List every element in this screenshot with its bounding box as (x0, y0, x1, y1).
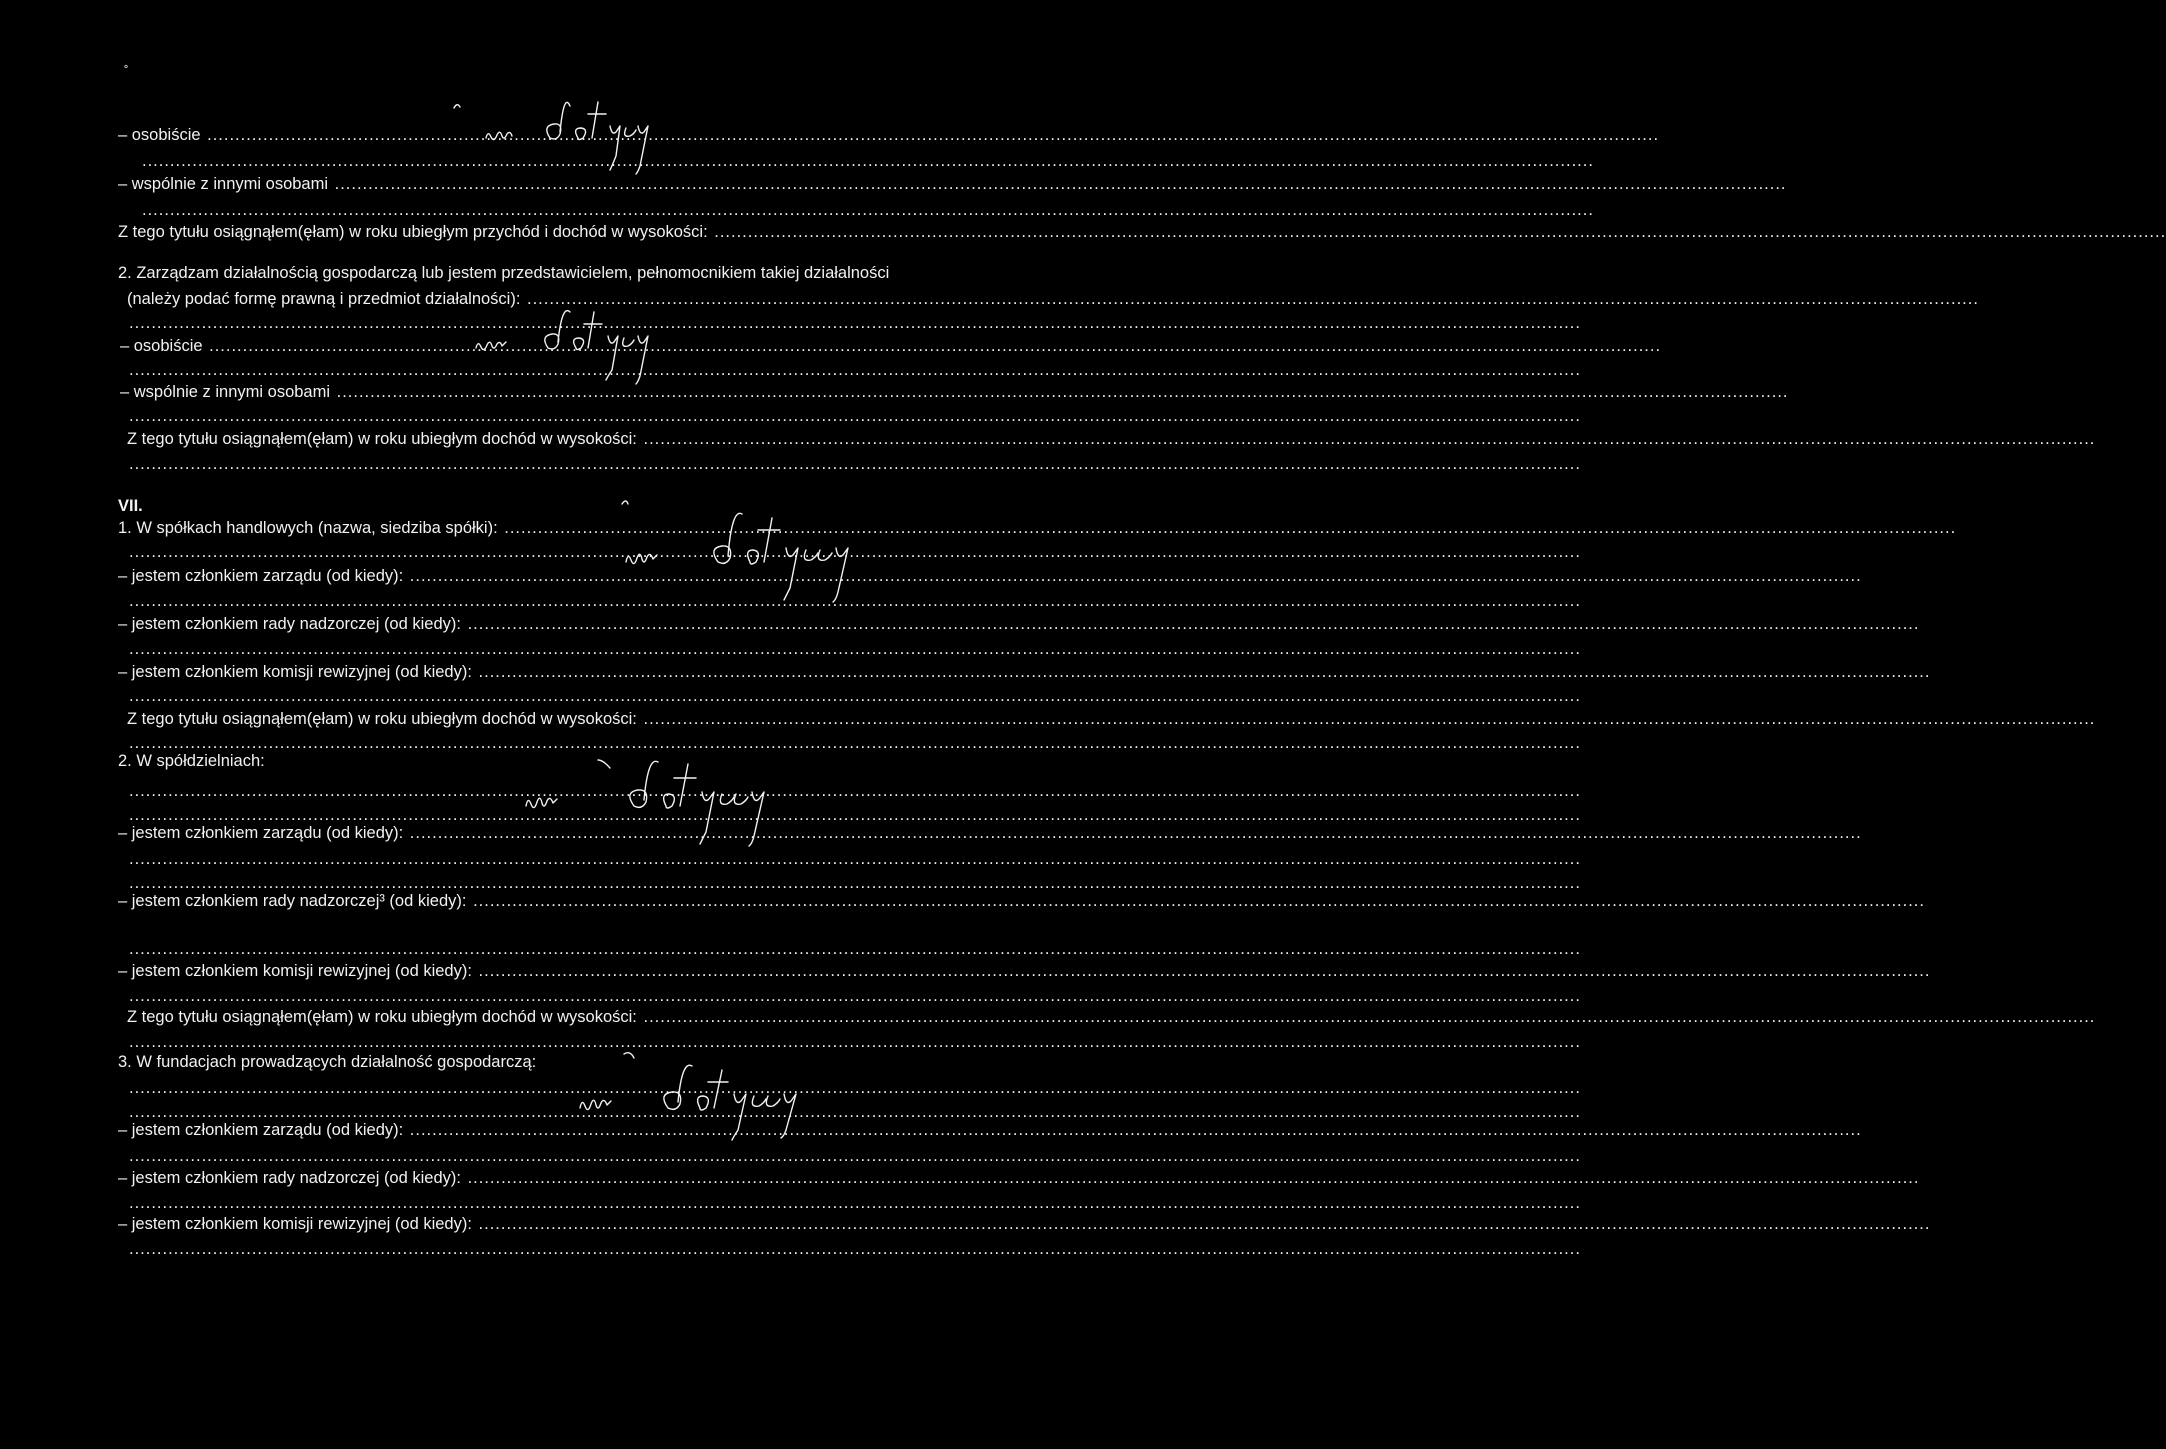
dot-leader: .................................................................................................................................................................................................................................................................... (129, 1240, 1581, 1258)
dot-leader: .................................................................................................................................................................................................................................................................... (209, 337, 1662, 355)
dot-leader: .................................................................................................................................................................................................................................................................... (467, 1169, 1920, 1187)
dot-leader: .................................................................................................................................................................................................................................................................... (129, 1033, 1581, 1051)
dot-leader: .................................................................................................................................................................................................................................................................... (129, 782, 1581, 800)
dot-leader: .................................................................................................................................................................................................................................................................... (207, 126, 1660, 144)
line-zarzad-3: – jestem członkiem zarządu (od kiedy): .................................................................................................................................................................................................................................................................... (118, 1121, 1862, 1139)
line-wspolnie-2: – wspólnie z innymi osobami .................................................................................................................................................................................................................................................................... (120, 383, 1789, 401)
line-blank (127, 359, 1581, 381)
line-blank (127, 1145, 1581, 1167)
line-osobiscie-1: – osobiście .................................................................................................................................................................................................................................................................... (118, 126, 1660, 144)
dot-leader: .................................................................................................................................................................................................................................................................... (129, 1079, 1581, 1097)
dot-leader: .................................................................................................................................................................................................................................................................... (142, 152, 1594, 170)
corner-mark: ˚ (124, 63, 129, 79)
dot-leader: .................................................................................................................................................................................................................................................................... (527, 290, 1979, 308)
dot-leader: .................................................................................................................................................................................................................................................................... (409, 567, 1862, 585)
dot-leader: .................................................................................................................................................................................................................................................................... (409, 824, 1862, 842)
line-blank (127, 780, 1581, 802)
line-blank (127, 312, 1581, 334)
line-income-4: Z tego tytułu osiągnąłem(ęłam) w roku ubiegłym dochód w wysokości: .................................................................................................................................................................................................................................................................... (127, 1008, 2096, 1026)
line-rada-1: – jestem członkiem rady nadzorczej (od kiedy): .................................................................................................................................................................................................................................................................... (118, 615, 1920, 633)
dot-leader: .................................................................................................................................................................................................................................................................... (467, 615, 1920, 633)
dot-leader: .................................................................................................................................................................................................................................................................... (478, 962, 1931, 980)
line-komisja-1: – jestem członkiem komisji rewizyjnej (od kiedy): .................................................................................................................................................................................................................................................................... (118, 663, 1931, 681)
line-blank (127, 541, 1581, 563)
line-blank (127, 1077, 1581, 1099)
dot-leader: .................................................................................................................................................................................................................................................................... (714, 223, 2166, 241)
dot-leader: .................................................................................................................................................................................................................................................................... (473, 892, 1925, 910)
dot-leader: .................................................................................................................................................................................................................................................................... (129, 640, 1581, 658)
line-komisja-2: – jestem członkiem komisji rewizyjnej (od kiedy): .................................................................................................................................................................................................................................................................... (118, 962, 1931, 980)
line-blank (140, 199, 1594, 221)
line-fundacje-head: 3. W fundacjach prowadzących działalność gospodarczą: (118, 1053, 537, 1071)
dot-leader: .................................................................................................................................................................................................................................................................... (129, 987, 1581, 1005)
line-blank (127, 405, 1581, 427)
section-vii-heading: VII. (118, 497, 143, 515)
line-blank (127, 985, 1581, 1007)
line-income-1: Z tego tytułu osiągnąłem(ęłam) w roku ubiegłym przychód i dochód w wysokości: .................................................................................................................................................................................................................................................................... (118, 223, 2166, 241)
dot-leader: .................................................................................................................................................................................................................................................................... (129, 1103, 1581, 1121)
dot-leader: .................................................................................................................................................................................................................................................................... (643, 430, 2096, 448)
line-zarzad-2: – jestem członkiem zarządu (od kiedy): .................................................................................................................................................................................................................................................................... (118, 824, 1862, 842)
line-blank (127, 590, 1581, 612)
line-komisja-3: – jestem członkiem komisji rewizyjnej (od kiedy): .................................................................................................................................................................................................................................................................... (118, 1215, 1931, 1233)
line-blank (127, 638, 1581, 660)
dot-leader: .................................................................................................................................................................................................................................................................... (478, 663, 1931, 681)
dot-leader: .................................................................................................................................................................................................................................................................... (129, 806, 1581, 824)
dot-leader: .................................................................................................................................................................................................................................................................... (336, 383, 1789, 401)
dot-leader: .................................................................................................................................................................................................................................................................... (129, 543, 1581, 561)
line-rada-2: – jestem członkiem rady nadzorczej³ (od kiedy): .................................................................................................................................................................................................................................................................... (118, 892, 1925, 910)
line-blank (127, 453, 1581, 475)
line-income-2: Z tego tytułu osiągnąłem(ęłam) w roku ubiegłym dochód w wysokości: .................................................................................................................................................................................................................................................................... (127, 430, 2096, 448)
dot-leader: .................................................................................................................................................................................................................................................................... (129, 314, 1581, 332)
line-income-3: Z tego tytułu osiągnąłem(ęłam) w roku ubiegłym dochód w wysokości: .................................................................................................................................................................................................................................................................... (127, 710, 2096, 728)
line-zarzad-1: – jestem członkiem zarządu (od kiedy): .................................................................................................................................................................................................................................................................... (118, 567, 1862, 585)
line-blank (127, 1238, 1581, 1260)
line-wspolnie-1: – wspólnie z innymi osobami .................................................................................................................................................................................................................................................................... (118, 175, 1787, 193)
dot-leader: .................................................................................................................................................................................................................................................................... (129, 407, 1581, 425)
line-blank (127, 938, 1581, 960)
dot-leader: .................................................................................................................................................................................................................................................................... (643, 1008, 2096, 1026)
dot-leader: .................................................................................................................................................................................................................................................................... (129, 1147, 1581, 1165)
dot-leader: .................................................................................................................................................................................................................................................................... (129, 455, 1581, 473)
line-blank (127, 685, 1581, 707)
dot-leader: .................................................................................................................................................................................................................................................................... (129, 361, 1581, 379)
dot-leader: .................................................................................................................................................................................................................................................................... (129, 850, 1581, 868)
line-blank (140, 150, 1594, 172)
line-spoldzielnie-head: 2. W spółdzielniach: (118, 752, 265, 770)
line-spolki-head: 1. W spółkach handlowych (nazwa, siedziba spółki): .................................................................................................................................................................................................................................................................... (118, 519, 1957, 537)
line-section-2-head: 2. Zarządzam działalnością gospodarczą lub jestem przedstawicielem, pełnomocnikiem takiej działalności (118, 264, 890, 282)
dot-leader: .................................................................................................................................................................................................................................................................... (409, 1121, 1862, 1139)
dot-leader: .................................................................................................................................................................................................................................................................... (643, 710, 2096, 728)
line-rada-3: – jestem członkiem rady nadzorczej (od kiedy): .................................................................................................................................................................................................................................................................... (118, 1169, 1920, 1187)
dot-leader: .................................................................................................................................................................................................................................................................... (504, 519, 1957, 537)
dot-leader: .................................................................................................................................................................................................................................................................... (129, 687, 1581, 705)
dot-leader: .................................................................................................................................................................................................................................................................... (334, 175, 1787, 193)
line-blank (127, 848, 1581, 870)
dot-leader: .................................................................................................................................................................................................................................................................... (142, 201, 1594, 219)
line-section-2-form: (należy podać formę prawną i przedmiot działalności): .................................................................................................................................................................................................................................................................... (127, 290, 1979, 308)
line-osobiscie-2: – osobiście .................................................................................................................................................................................................................................................................... (120, 337, 1662, 355)
dot-leader: .................................................................................................................................................................................................................................................................... (129, 940, 1581, 958)
dot-leader: .................................................................................................................................................................................................................................................................... (129, 734, 1581, 752)
line-blank (127, 1192, 1581, 1214)
dot-leader: .................................................................................................................................................................................................................................................................... (478, 1215, 1931, 1233)
dot-leader: .................................................................................................................................................................................................................................................................... (129, 1194, 1581, 1212)
line-blank (127, 1031, 1581, 1053)
dot-leader: .................................................................................................................................................................................................................................................................... (129, 874, 1581, 892)
dot-leader: .................................................................................................................................................................................................................................................................... (129, 592, 1581, 610)
